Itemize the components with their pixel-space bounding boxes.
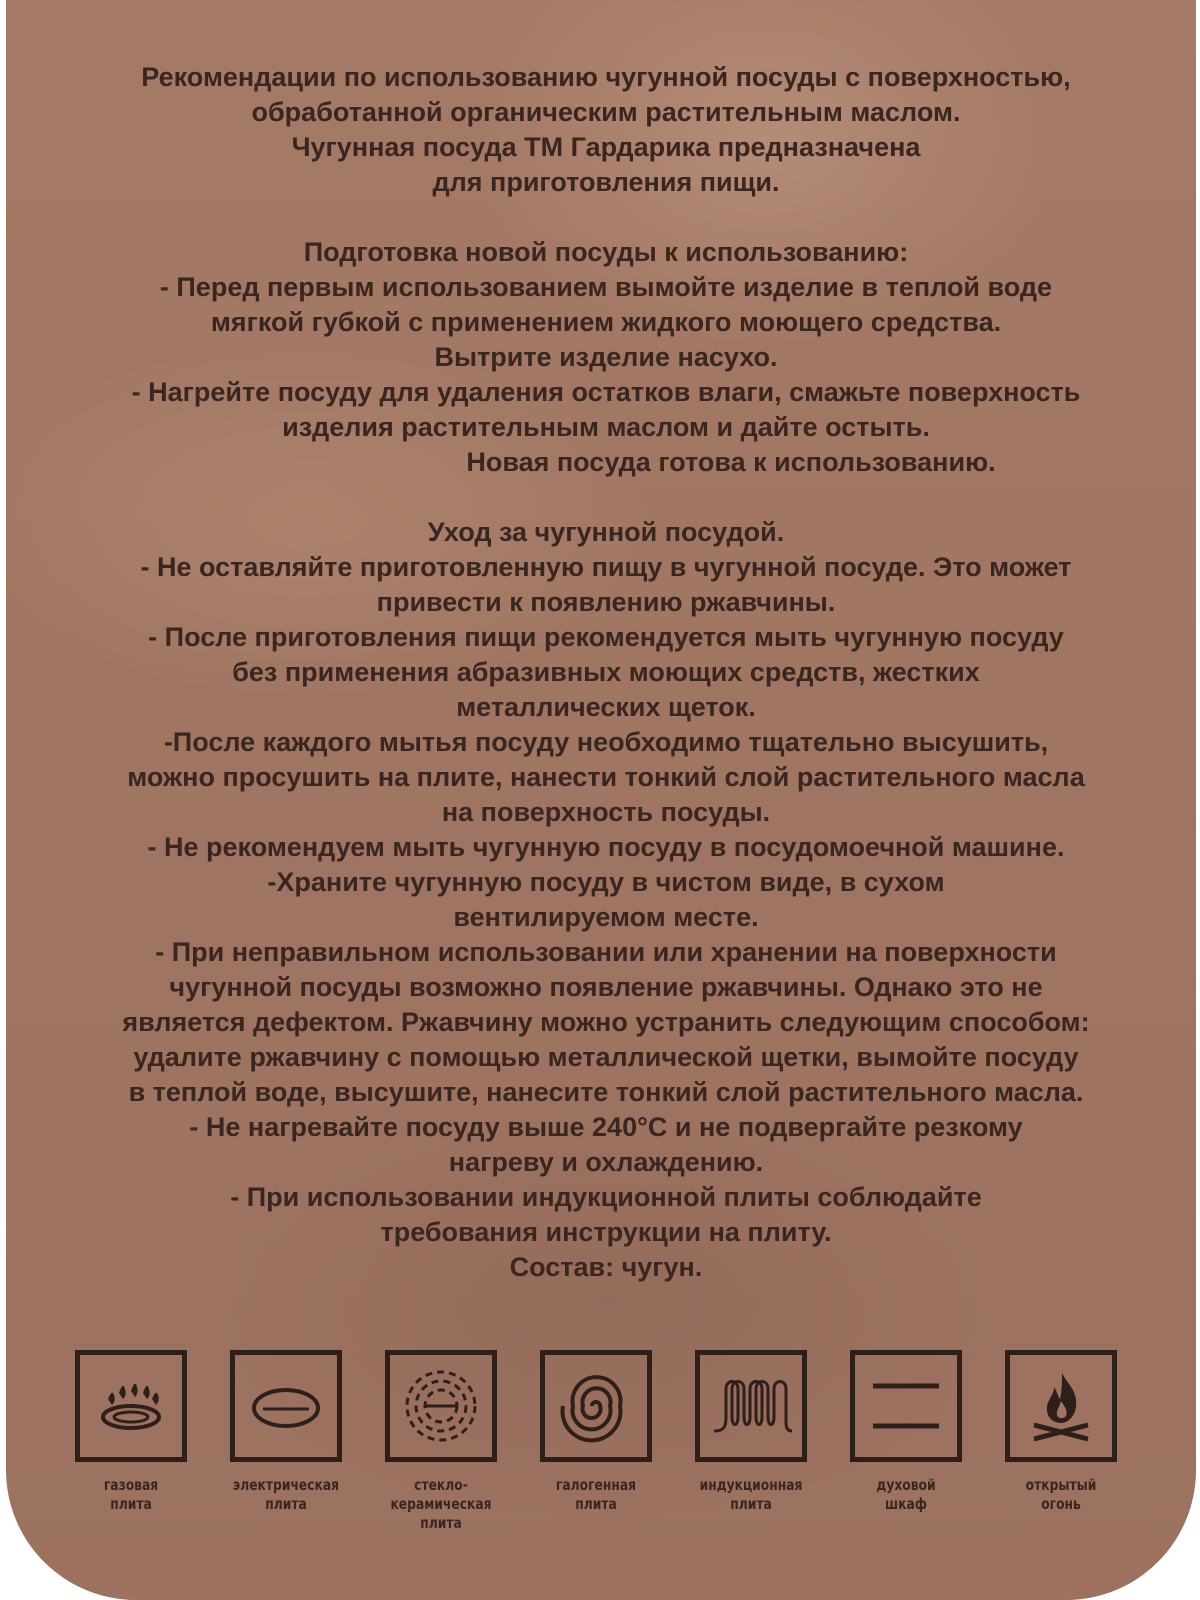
electric-stove-icon — [230, 1350, 342, 1462]
care-line: можно просушить на плите, нанести тонкий слой растительного масла — [127, 762, 1085, 792]
instruction-card — [6, 0, 1196, 1600]
intro-line: обработанной органическим растительным маслом. — [251, 97, 961, 127]
care-line: в теплой воде, высушите, нанесите тонкий слой растительного масла. — [128, 1077, 1084, 1107]
care-line: - При неправильном использовании или хранении на поверхности — [155, 937, 1057, 967]
care-section — [26, 515, 1186, 1285]
care-line: металлических щеток. — [456, 692, 756, 722]
care-line: - После приготовления пищи рекомендуется мыть чугунную посуду — [148, 622, 1064, 652]
icon-label: открытый огонь — [1025, 1476, 1097, 1513]
care-line: на поверхность посуды. — [441, 797, 771, 827]
preparation-line: Вытрите изделие насухо. — [434, 342, 778, 372]
intro-line: Рекомендации по использованию чугунной посуды с поверхностью, — [141, 62, 1071, 92]
glass-ceramic-stove-icon — [385, 1350, 497, 1462]
icon-label: электрическая плита — [232, 1476, 340, 1513]
icon-label: индукционная плита — [699, 1476, 803, 1513]
oven-icon — [850, 1350, 962, 1462]
icon-halogen-stove — [521, 1350, 671, 1514]
preparation-line: Новая посуда готова к использованию. — [466, 447, 996, 477]
icon-induction-stove — [676, 1350, 826, 1514]
care-line: удалите ржавчину с помощью металлической щетки, вымойте посуду — [133, 1042, 1079, 1072]
care-line: - Не рекомендуем мыть чугунную посуду в посудомоечной машине. — [147, 832, 1065, 862]
icon-open-fire — [986, 1350, 1136, 1514]
preparation-line: - Перед первым использованием вымойте изделие в теплой воде — [159, 272, 1053, 302]
preparation-section — [26, 235, 1186, 480]
icon-label: галогенная плита — [555, 1476, 637, 1513]
care-line: чугунной посуды возможно появление ржавчины. Однако это не — [169, 972, 1043, 1002]
care-line: вентилируемом месте. — [453, 902, 759, 932]
preparation-line: изделия растительным маслом и дайте остыть. — [282, 412, 930, 442]
care-line: -Храните чугунную посуду в чистом виде, в сухом — [267, 867, 945, 897]
icon-electric-stove — [211, 1350, 361, 1514]
care-line: требования инструкции на плиту. — [380, 1217, 832, 1247]
preparation-line: - Нагрейте посуду для удаления остатков влаги, смажьте поверхность — [131, 377, 1081, 407]
intro-line: для приготовления пищи. — [432, 167, 780, 197]
care-line: - При использовании индукционной плиты соблюдайте — [230, 1182, 982, 1212]
care-line: - Не нагревайте посуду выше 240°С и не подвергайте резкому — [189, 1112, 1023, 1142]
icon-oven — [831, 1350, 981, 1514]
induction-stove-icon — [695, 1350, 807, 1462]
icon-gas-stove — [56, 1350, 206, 1514]
care-line: является дефектом. Ржавчину можно устранить следующим способом: — [122, 1007, 1090, 1037]
open-fire-icon — [1005, 1350, 1117, 1462]
preparation-heading: Подготовка новой посуды к использованию: — [303, 237, 909, 267]
icon-label: стекло- керамическая плита — [390, 1476, 492, 1532]
gas-stove-icon — [75, 1350, 187, 1462]
care-line: без применения абразивных моющих средств, жестких — [232, 657, 980, 687]
halogen-stove-icon — [540, 1350, 652, 1462]
intro-line: Чугунная посуда ТМ Гардарика предназначена — [291, 132, 921, 162]
preparation-line: мягкой губкой с применением жидкого моющего средства. — [210, 307, 1002, 337]
care-line: - Не оставляйте приготовленную пищу в чугунной посуде. Это может — [140, 552, 1072, 582]
icon-label: газовая плита — [103, 1476, 159, 1513]
care-heading: Уход за чугунной посудой. — [427, 517, 785, 547]
care-line: нагреву и охлаждению. — [448, 1147, 764, 1177]
instructions-text — [26, 60, 1186, 1285]
composition-line: Состав: чугун. — [509, 1252, 703, 1282]
icon-label: духовой шкаф — [876, 1476, 936, 1513]
care-line: -После каждого мытья посуду необходимо тщательно высушить, — [163, 727, 1049, 757]
intro-section — [26, 60, 1186, 200]
cooktop-icons-row — [6, 1350, 1196, 1600]
icon-glass-ceramic-stove — [366, 1350, 516, 1533]
care-line: привести к появлению ржавчины. — [376, 587, 836, 617]
